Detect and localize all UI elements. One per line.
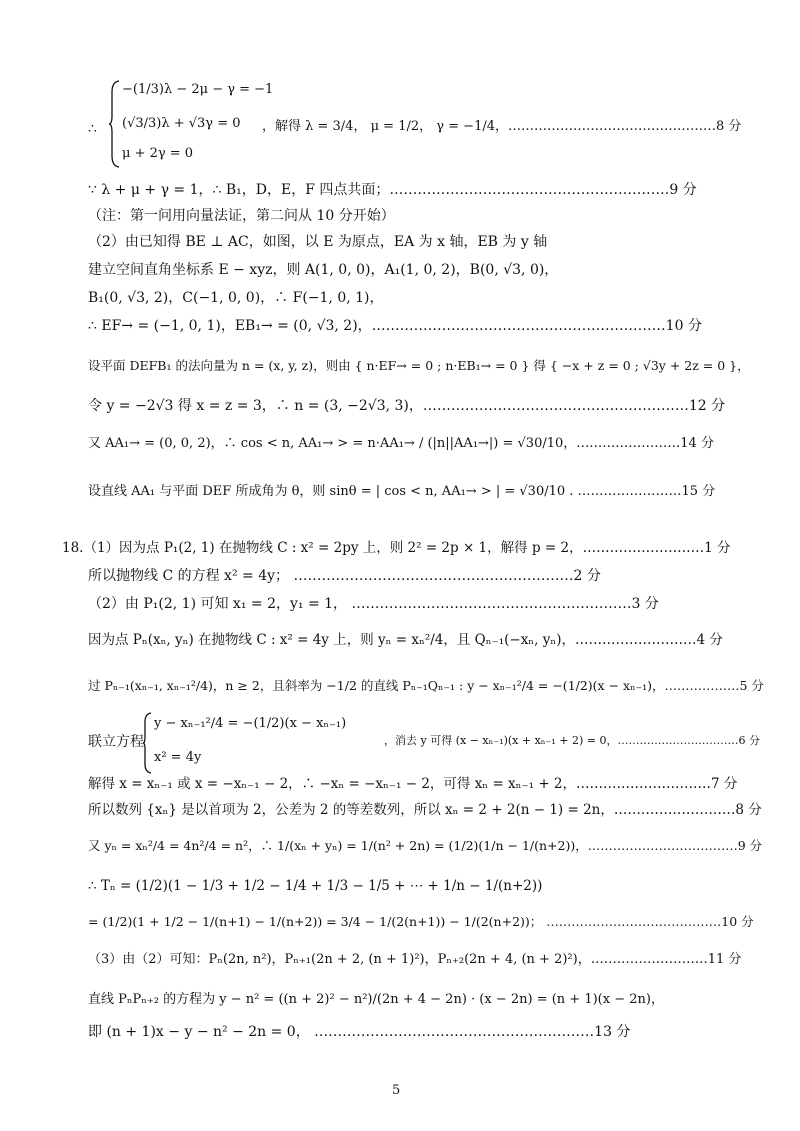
system-label: 联立方程 [88, 734, 144, 750]
coplanar-line: ∵ λ + μ + γ = 1，∴ B₁，D，E，F 四点共面；……………………………………………………9 分 [88, 182, 697, 198]
note-line: （注：第一问用向量法证，第二问从 10 分开始） [88, 208, 395, 224]
point-pn-line: 因为点 Pₙ(xₙ, yₙ) 在抛物线 C : x² = 4y 上，则 yₙ = xₙ²/4，且 Qₙ₋₁(−xₙ, yₙ)，………………………4 分 [88, 632, 723, 648]
line-through-pn-1: 过 Pₙ₋₁(xₙ₋₁, xₙ₋₁²/4)，n ≥ 2，且斜率为 −1/2 的直线 Pₙ₋₁Qₙ₋₁ : y − xₙ₋₁²/4 = −(1/2)(x − xₙ₋₁)，………………5 分 [88, 678, 764, 693]
problem-18-part1: 18.（1）因为点 P₁(2, 1) 在抛物线 C : x² = 2py 上，则 2² = 2p × 1，解得 p = 2，………………………1 分 [62, 540, 731, 556]
yn-line: 又 yₙ = xₙ²/4 = 4n²/4 = n²，∴ 1/(xₙ + yₙ) = 1/(n² + 2n) = (1/2)(1/n − 1/(n+2))，………………………………9 分 [88, 838, 763, 853]
therefore-symbol: ∴ [88, 121, 97, 137]
system-equation-1: −(1/3)λ − 2μ − γ = −1 [122, 82, 274, 97]
line-pn-pn2-equation: 直线 PₙPₙ₊₂ 的方程为 y − n² = ((n + 2)² − n²)/(2n + 4 − 2n) · (x − 2n) = (n + 1)(x − 2n)， [88, 992, 664, 1007]
solve-lambda-line: ，解得 λ = 3/4， μ = 1/2， γ = −1/4，…………………………………………8 分 [262, 119, 742, 134]
system-2-equation-1: y − xₙ₋₁²/4 = −(1/2)(x − xₙ₋₁) [154, 716, 347, 731]
system-2-equation-2: x² = 4y [154, 750, 202, 765]
sine-line: 设直线 AA₁ 与平面 DEF 所成角为 θ，则 sinθ = | cos < n, AA₁→ > | = √30/10 . ……………………15 分 [88, 484, 716, 499]
coordinates-line-2: B₁(0, √3, 2)，C(−1, 0, 0)，∴ F(−1, 0, 1)， [88, 290, 384, 306]
final-equation-line: 即 (n + 1)x − y − n² − 2n = 0， ……………………………………………………13 分 [88, 1024, 631, 1040]
problem-18-part2: （2）由 P₁(2, 1) 可知 x₁ = 2，y₁ = 1， ……………………………………………………3 分 [88, 596, 659, 612]
page-number: 5 [392, 1083, 401, 1098]
vectors-line: ∴ EF→ = (−1, 0, 1)，EB₁→ = (0, √3, 2)，………………………………………………………10 分 [88, 318, 702, 334]
parabola-equation-line: 所以抛物线 C 的方程 x² = 4y； ……………………………………………………2 分 [88, 568, 601, 584]
tn-line-2: = (1/2)(1 + 1/2 − 1/(n+1) − 1/(n+2)) = 3/4 − 1/(2(n+1)) − 1/(2(n+2))； ……………………………………10 分 [88, 914, 754, 929]
coordinates-line-1: 建立空间直角坐标系 E − xyz，则 A(1, 0, 0)，A₁(1, 0, 2)，B(0, √3, 0)， [88, 262, 559, 278]
normal-vector-line: 设平面 DEFB₁ 的法向量为 n = (x, y, z)，则由 { n·EF→ = 0 ; n·EB₁→ = 0 } 得 { −x + z = 0 ; √3y + 2z = 0 }， [88, 358, 750, 373]
system-equation-3: μ + 2γ = 0 [122, 146, 194, 161]
arithmetic-sequence-line: 所以数列 {xₙ} 是以首项为 2，公差为 2 的等差数列，所以 xₙ = 2 + 2(n − 1) = 2n，………………………8 分 [88, 802, 762, 818]
cosine-line: 又 AA₁→ = (0, 0, 2)，∴ cos < n, AA₁→ > = n·AA₁→ / (|n||AA₁→|) = √30/10，……………………14 分 [88, 436, 714, 451]
part2-intro-line: （2）由已知得 BE ⊥ AC，如图，以 E 为原点，EA 为 x 轴，EB 为 y 轴 [88, 234, 548, 250]
let-y-line: 令 y = −2√3 得 x = z = 3，∴ n = (3, −2√3, 3)，…………………………………………………12 分 [88, 398, 726, 414]
system-brace [108, 80, 120, 168]
system-2-result: ，消去 y 可得 (x − xₙ₋₁)(x + xₙ₋₁ + 2) = 0，……………………………6 分 [384, 734, 760, 747]
system-equation-2: (√3/3)λ + √3γ = 0 [122, 116, 241, 131]
tn-line-1: ∴ Tₙ = (1/2)(1 − 1/3 + 1/2 − 1/4 + 1/3 − 1/5 + ⋯ + 1/n − 1/(n+2)) [88, 878, 543, 894]
system-brace-2 [142, 712, 152, 774]
solve-x-line: 解得 x = xₙ₋₁ 或 x = −xₙ₋₁ − 2，∴ −xₙ = −xₙ₋₁ − 2，可得 xₙ = xₙ₋₁ + 2，…………………………7 分 [88, 776, 738, 792]
problem-18-part3: （3）由（2）可知：Pₙ(2n, n²)，Pₙ₊₁(2n + 2, (n + 1)²)，Pₙ₊₂(2n + 4, (n + 2)²)，………………………11 分 [88, 952, 742, 967]
